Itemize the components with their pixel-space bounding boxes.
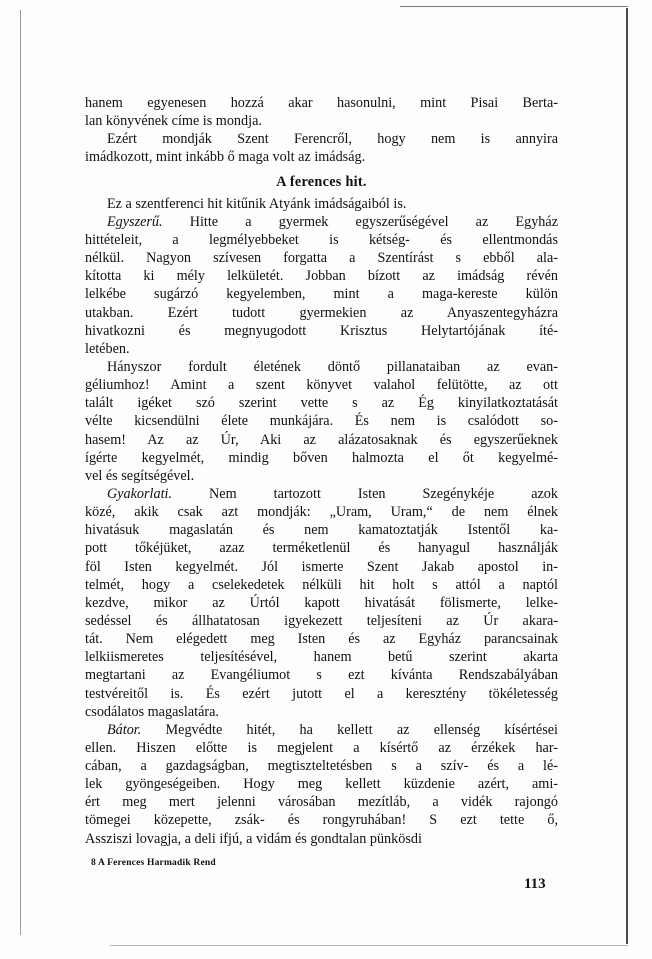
text-line: géliumhoz! Amint a szent könyvet valahol felütötte, az ott	[85, 377, 558, 394]
text-line: tát. Nem elégedett meg Isten és az Egyház parancsainak	[85, 631, 558, 648]
text-line: ellen. Hiszen előtte is megjelent a kísértő az érzékek har-	[85, 739, 558, 756]
text-line: utakban. Ezért tudott gyermekien az Anyaszentegyházra	[85, 304, 558, 321]
text-line: telmét, hogy a cselekedetek nélküli hit holt s attól a naptól	[85, 576, 558, 593]
text-line: föl Isten kegyelmét. Jól ismerte Szent Jakab apostol in-	[85, 558, 558, 575]
text-line: Ezért mondják Szent Ferencről, hogy nem is annyira	[107, 131, 558, 148]
text-line: hivatkozni és megnyugodott Krisztus Helytartójának íté-	[85, 322, 558, 339]
text-line: testvéreitől is. És ezért jutott el a keresztény tökéletesség	[85, 685, 558, 702]
text-line: ígérte kegyelmét, mindig bőven halmozta el őt kegyelmé-	[85, 449, 558, 466]
text-line: lek gyöngeségeiben. Hogy meg kellett küzdenie azért, ami-	[85, 776, 558, 793]
page-edge-left	[20, 10, 21, 935]
paragraph-lead: Bátor.	[107, 721, 142, 738]
text-line: sedéssel és állhatatosan igyekezett teljesíteni az Úr akara-	[85, 612, 558, 629]
text-line: kította ki mély lelkületét. Jobban bízott az imádság révén	[85, 268, 558, 285]
text-line: lelkébe sugárzó kegyelemben, mint a maga-kereste külön	[85, 286, 558, 303]
text-line: nélkül. Nagyon szívesen forgatta a Szentírást s ebből ala-	[85, 250, 558, 267]
page-edge-top	[400, 6, 628, 7]
text-line: hivatásuk magaslatán és nem kamatoztatják Istentől ka-	[85, 522, 558, 539]
text-line: imádkozott, mint inkább ő maga volt az imádság.	[85, 149, 366, 166]
paragraph-lead: Egyszerű.	[107, 213, 163, 230]
text-line: csodálatos magaslatára.	[85, 703, 219, 720]
signature-mark: 8 A Ferences Harmadik Rend	[91, 858, 216, 868]
text-line: Assziszi lovagja, a deli ifjú, a vidám és gondtalan pünkösdi	[85, 830, 422, 847]
text-line: hasem! Az az Úr, Aki az alázatosaknak és egyszerűeknek	[85, 431, 558, 448]
text-line: pott tőkéjüket, azaz terméketlenül és hanyagul használják	[85, 540, 558, 557]
text-line: hanem egyenesen hozzá akar hasonulni, mint Pisai Berta-	[85, 95, 558, 111]
text-line: talált igéket szó szerint vette s az Ég kinyilatkoztatását	[85, 395, 558, 412]
page-number: 113	[524, 876, 546, 892]
text-line: Gyakorlati. Nem tartozott Isten Szegénykéje azok	[107, 485, 558, 502]
page-edge-right	[626, 8, 628, 944]
text-line: vélte kicsendülni élete munkájára. És nem is csalódott so-	[85, 413, 558, 430]
paragraph-lead: Gyakorlati.	[107, 485, 173, 502]
text-line: letében.	[85, 340, 130, 357]
section-heading: A ferences hit.	[276, 173, 367, 190]
text-line: hittételeit, a legmélyebbeket is kétség- és ellentmondás	[85, 231, 558, 248]
page-edge-bottom	[110, 945, 628, 946]
text-line: kezdve, mikor az Úrtól kapott hivatását fölismerte, lelke-	[85, 594, 558, 611]
body-text	[85, 94, 558, 848]
text-line: megtartani az Evangéliumot s ezt kívánta Rendszabályában	[85, 667, 558, 684]
text-line: cában, a gazdagságban, megtiszteltetésben s a szív- és a lé-	[85, 758, 558, 775]
text-line: Hányszor fordult életének döntő pillanataiban az evan-	[107, 358, 558, 375]
text-line: vel és segítségével.	[85, 467, 195, 484]
text-line: tömegei közepette, zsák- és rongyruhában! S ezt tette ő,	[85, 812, 558, 829]
text-line: Ez a szentferenci hit kitűnik Atyánk imádságaiból is.	[107, 195, 407, 212]
text-line: Egyszerű. Hitte a gyermek egyszerűségével az Egyház	[107, 213, 558, 230]
text-line: Bátor. Megvédte hitét, ha kellett az ellenség kísértései	[107, 721, 558, 738]
text-line: ért meg mert jelenni városában mezítláb, a vidék rajongó	[85, 794, 558, 811]
text-line: lan könyvének címe is mondja.	[85, 113, 262, 130]
text-line: lelkiismeretes teljesítésével, hanem betű szerint akarta	[85, 649, 558, 666]
text-line: közé, akik csak azt mondják: „Uram, Uram,“ de nem élnek	[85, 504, 558, 521]
